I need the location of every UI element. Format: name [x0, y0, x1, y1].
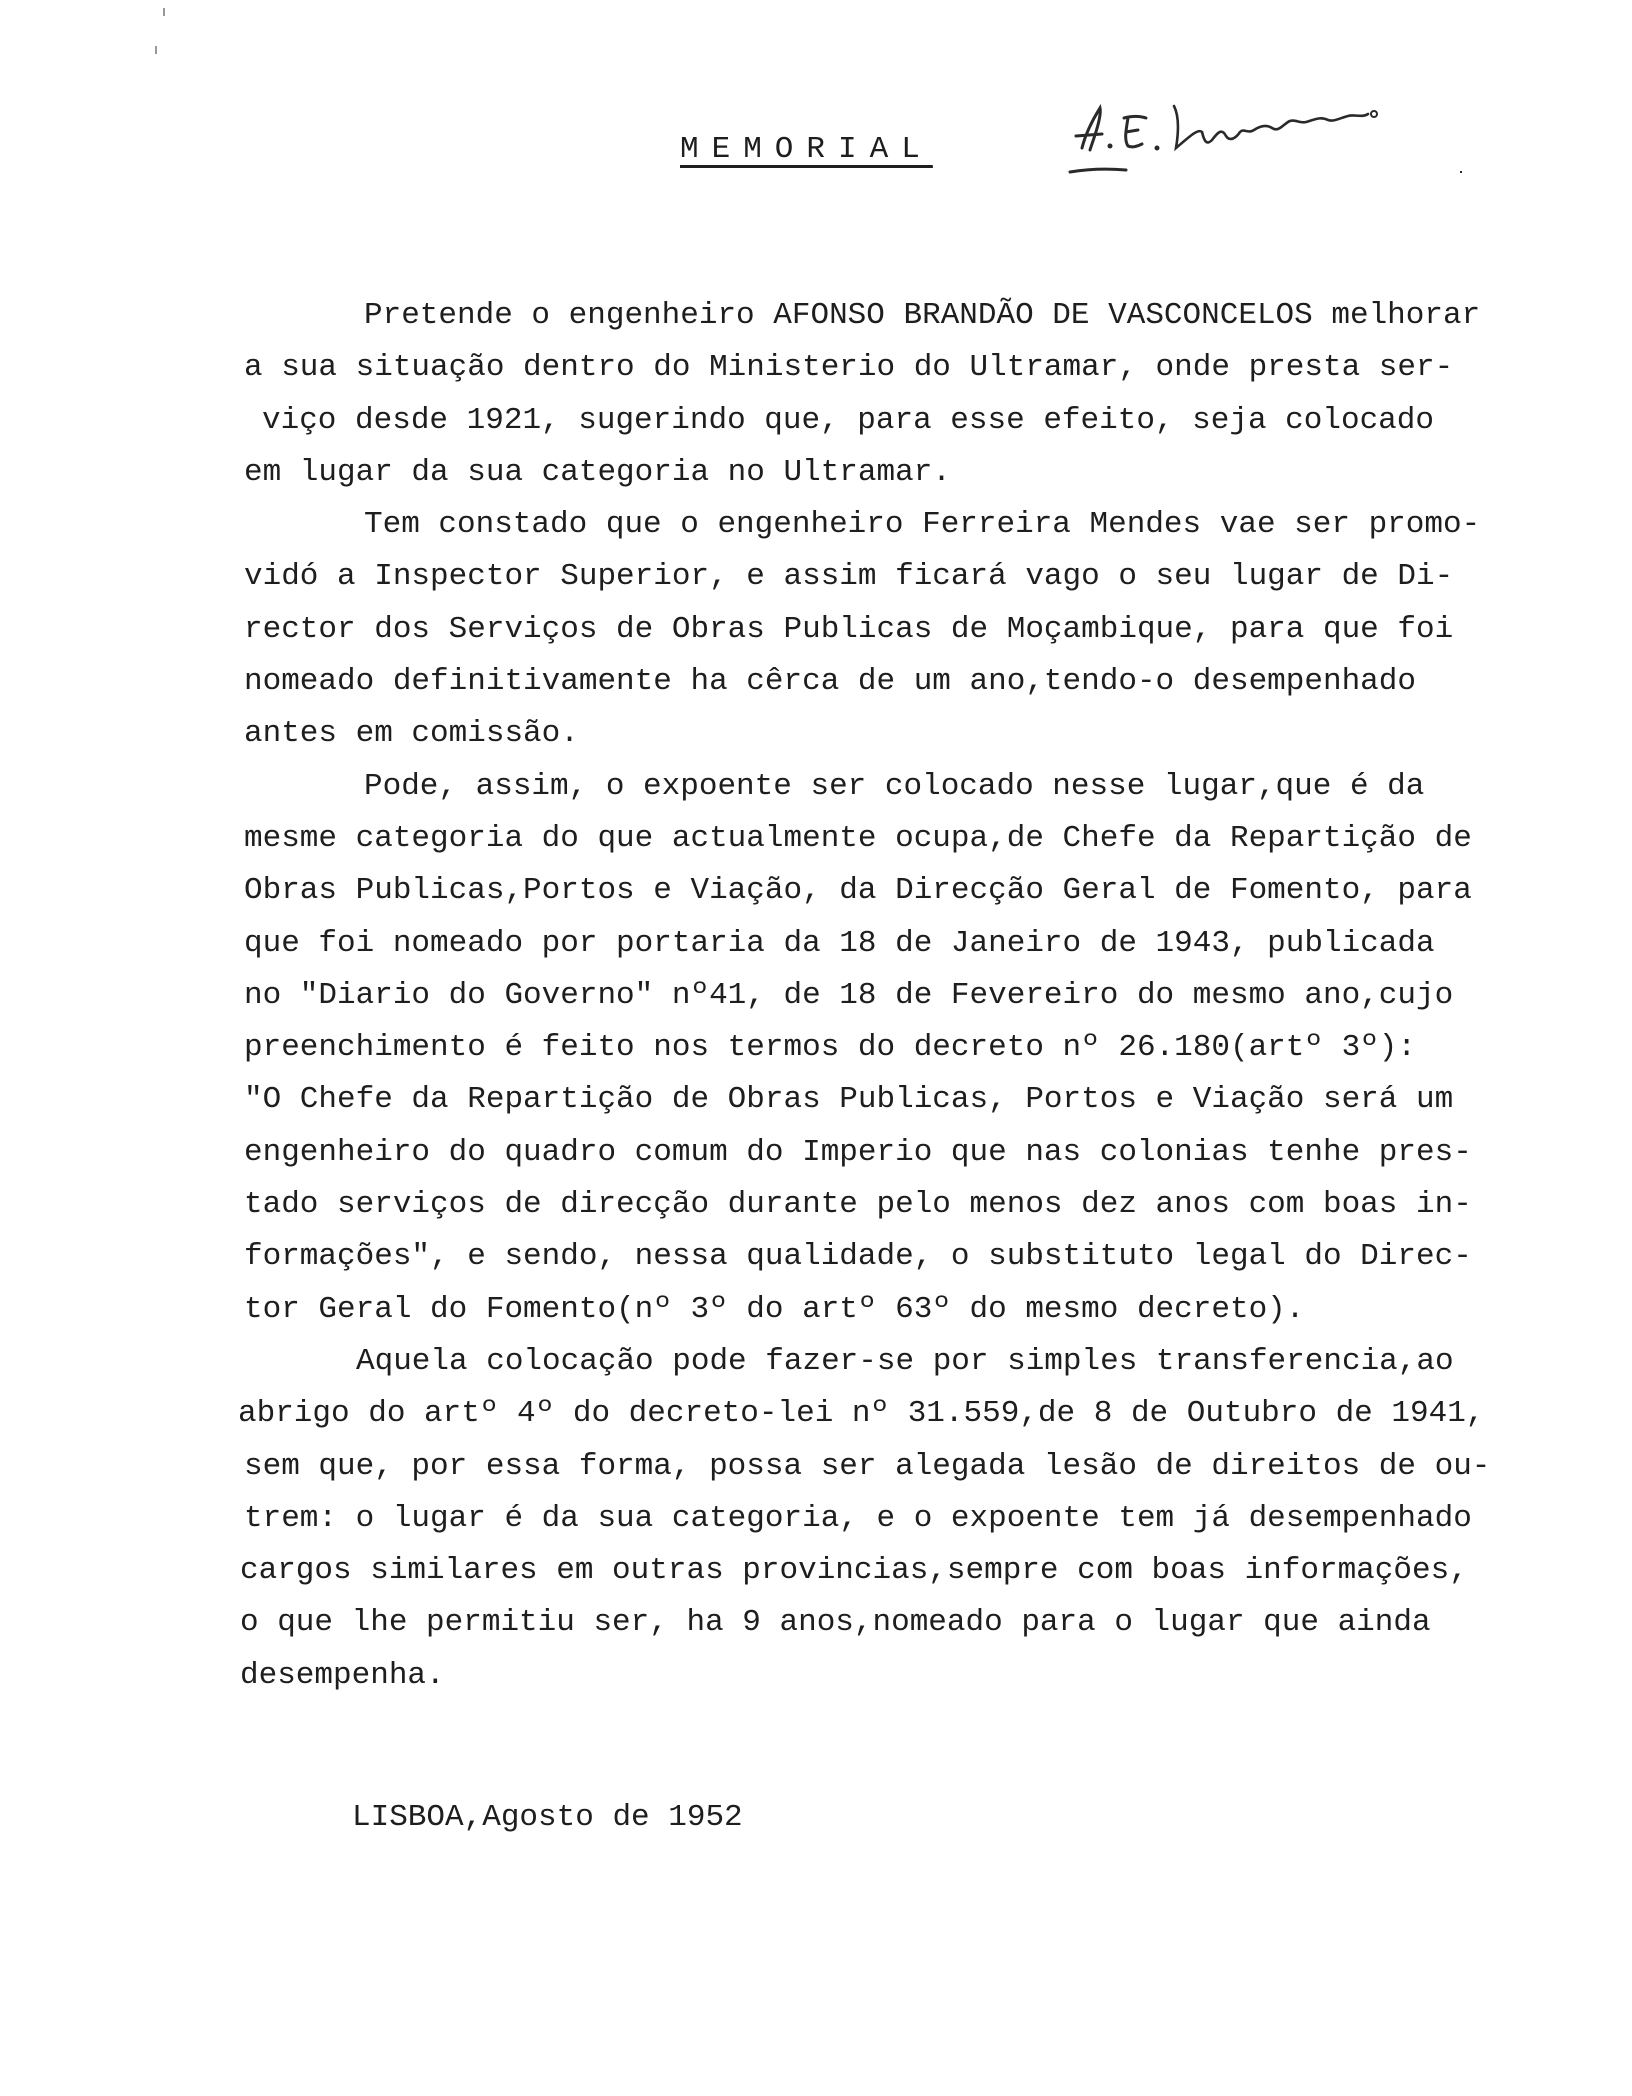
text-line: trem: o lugar é da sua categoria, e o expoente tem já desempenhado — [244, 1500, 1472, 1536]
text-line: tor Geral do Fomento(nº 3º do artº 63º do mesmo decreto). — [244, 1291, 1305, 1327]
memorial-body — [238, 290, 1554, 1702]
text-line: formações", e sendo, nessa qualidade, o substituto legal do Direc- — [244, 1239, 1472, 1275]
text-line: tado serviços de direcção durante pelo menos dez anos com boas in- — [244, 1187, 1472, 1223]
text-line: nomeado definitivamente ha cêrca de um ano,tendo-o desempenhado — [244, 664, 1416, 700]
text-line: rector dos Serviços de Obras Publicas de Moçambique, para que foi — [244, 611, 1454, 647]
text-line: o que lhe permitiu ser, ha 9 anos,nomeado para o lugar que ainda — [240, 1605, 1431, 1641]
text-line: mesme categoria do que actualmente ocupa,de Chefe da Repartição de — [244, 820, 1472, 856]
scan-mark — [155, 46, 157, 54]
paragraph-1 — [244, 290, 1554, 499]
text-line: Pretende o engenheiro AFONSO BRANDÃO DE VASCONCELOS melhorar — [364, 298, 1481, 333]
place-and-date: LISBOA,Agosto de 1952 — [352, 1800, 743, 1835]
text-line: a sua situação dentro do Ministerio do Ultramar, onde presta ser- — [244, 350, 1454, 386]
document-title: MEMORIAL — [680, 132, 933, 167]
text-line: abrigo do artº 4º do decreto-lei nº 31.559,de 8 de Outubro de 1941, — [238, 1396, 1485, 1432]
text-line: no "Diario do Governo" nº41, de 18 de Fevereiro do mesmo ano,cujo — [244, 977, 1454, 1013]
text-line: antes em comissão. — [244, 716, 579, 752]
text-line: Obras Publicas,Portos e Viação, da Direcção Geral de Fomento, para — [244, 873, 1472, 909]
paragraph-2 — [244, 499, 1554, 760]
handwritten-annotation-signature — [1062, 88, 1462, 188]
text-line: sem que, por essa forma, possa ser alegada lesão de direitos de ou- — [244, 1448, 1491, 1484]
paragraph-3 — [244, 761, 1554, 1336]
text-line: Pode, assim, o expoente ser colocado nesse lugar,que é da — [364, 768, 1425, 804]
text-line: viço desde 1921, sugerindo que, para esse efeito, seja colocado — [262, 402, 1434, 438]
text-line: "O Chefe da Repartição de Obras Publicas, Portos e Viação será um — [244, 1082, 1454, 1118]
text-line: Tem constado que o engenheiro Ferreira Mendes vae ser promo- — [364, 507, 1481, 543]
text-line: preenchimento é feito nos termos do decreto nº 26.180(artº 3º): — [244, 1030, 1416, 1066]
text-line: engenheiro do quadro comum do Imperio que nas colonias tenhe pres- — [244, 1134, 1472, 1170]
scan-mark — [163, 8, 165, 16]
text-line: que foi nomeado por portaria da 18 de Janeiro de 1943, publicada — [244, 925, 1435, 961]
text-line: em lugar da sua categoria no Ultramar. — [244, 454, 951, 490]
text-line: Aquela colocação pode fazer-se por simples transferencia,ao — [356, 1343, 1454, 1379]
text-line: cargos similares em outras provincias,sempre com boas informações, — [240, 1553, 1468, 1589]
text-line: desempenha. — [240, 1657, 445, 1693]
paragraph-4 — [238, 1336, 1554, 1702]
text-line: vidó a Inspector Superior, e assim ficará vago o seu lugar de Di- — [244, 559, 1454, 595]
